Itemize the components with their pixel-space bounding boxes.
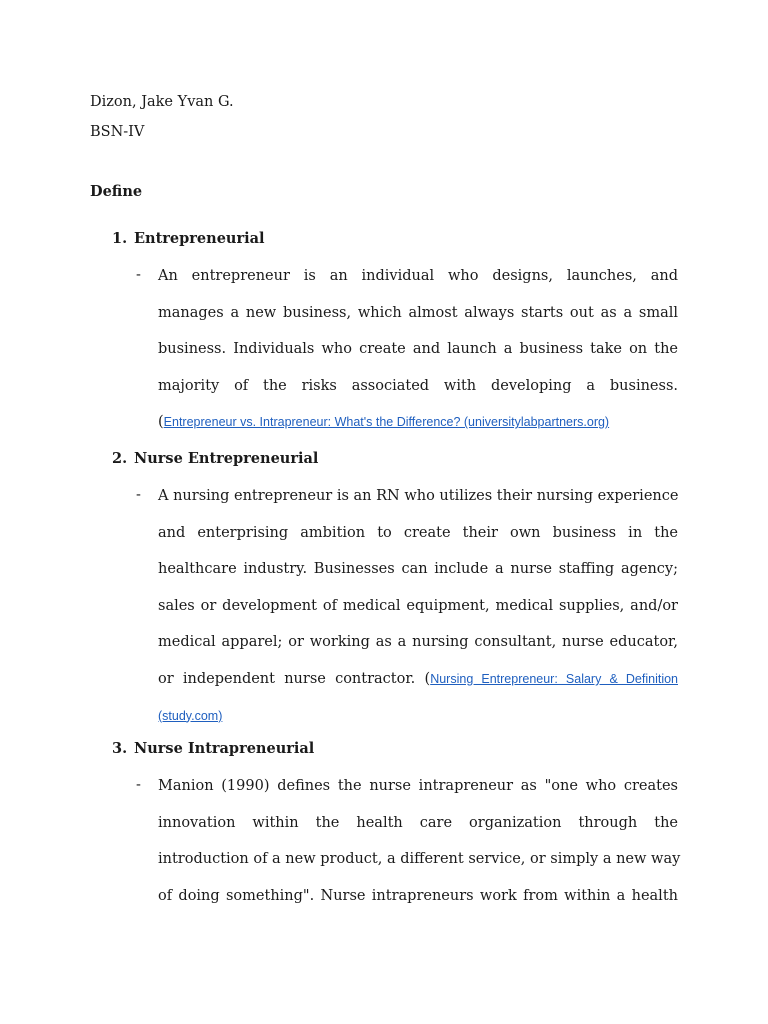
paragraph-line: business. Individuals who create and launch a business take on the bbox=[158, 341, 678, 358]
course-label: BSN-IV bbox=[90, 124, 145, 140]
paragraph-line: majority of the risks associated with developing a business. bbox=[158, 377, 678, 394]
citation-paren: ( bbox=[158, 414, 164, 431]
citation-link[interactable]: Entrepreneur vs. Intrapreneur: What's the Difference? (universitylabpartners.org) bbox=[163, 415, 610, 430]
section-paragraph bbox=[158, 478, 678, 734]
citation-link[interactable]: Nursing Entrepreneur: Salary & Definition bbox=[430, 671, 678, 686]
section-title: Nurse Intrapreneurial bbox=[134, 740, 315, 757]
citation-link-continued[interactable]: (study.com) bbox=[158, 708, 223, 723]
bullet-dash: - bbox=[136, 487, 141, 503]
section-number: 1. bbox=[112, 230, 128, 247]
paragraph-line: A nursing entrepreneur is an RN who utilizes their nursing experience bbox=[158, 488, 679, 504]
bullet-dash: - bbox=[136, 267, 141, 283]
paragraph-line: medical apparel; or working as a nursing consultant, nurse educator, bbox=[158, 634, 678, 651]
paragraph-line: of doing something". Nurse intrapreneurs work from within a health bbox=[158, 887, 678, 904]
paragraph-line: sales or development of medical equipment, medical supplies, and/or bbox=[158, 597, 678, 614]
paragraph-line: manages a new business, which almost always starts out as a small bbox=[158, 304, 678, 321]
paragraph-line: introduction of a new product, a different service, or simply a new way bbox=[158, 851, 681, 868]
section-title: Entrepreneurial bbox=[134, 230, 265, 247]
bullet-dash: - bbox=[136, 777, 141, 793]
author-name: Dizon, Jake Yvan G. bbox=[90, 94, 234, 110]
citation-line bbox=[158, 698, 678, 735]
paragraph-text: or independent nurse contractor. ( bbox=[158, 670, 431, 687]
section-paragraph bbox=[158, 258, 678, 441]
paragraph-line: healthcare industry. Businesses can include a nurse staffing agency; bbox=[158, 561, 678, 578]
section-number: 2. bbox=[112, 450, 128, 467]
paragraph-line bbox=[158, 661, 678, 698]
section-number: 3. bbox=[112, 740, 128, 757]
citation-line bbox=[158, 404, 678, 441]
paragraph-line: innovation within the health care organization through the bbox=[158, 814, 678, 831]
section-title: Nurse Entrepreneurial bbox=[134, 450, 319, 467]
paragraph-line: An entrepreneur is an individual who designs, launches, and bbox=[158, 268, 678, 284]
paragraph-line: and enterprising ambition to create their own business in the bbox=[158, 524, 678, 541]
paragraph-line: Manion (1990) defines the nurse intrapreneur as "one who creates bbox=[158, 778, 678, 794]
page-heading: Define bbox=[90, 183, 143, 200]
section-paragraph bbox=[158, 768, 681, 914]
